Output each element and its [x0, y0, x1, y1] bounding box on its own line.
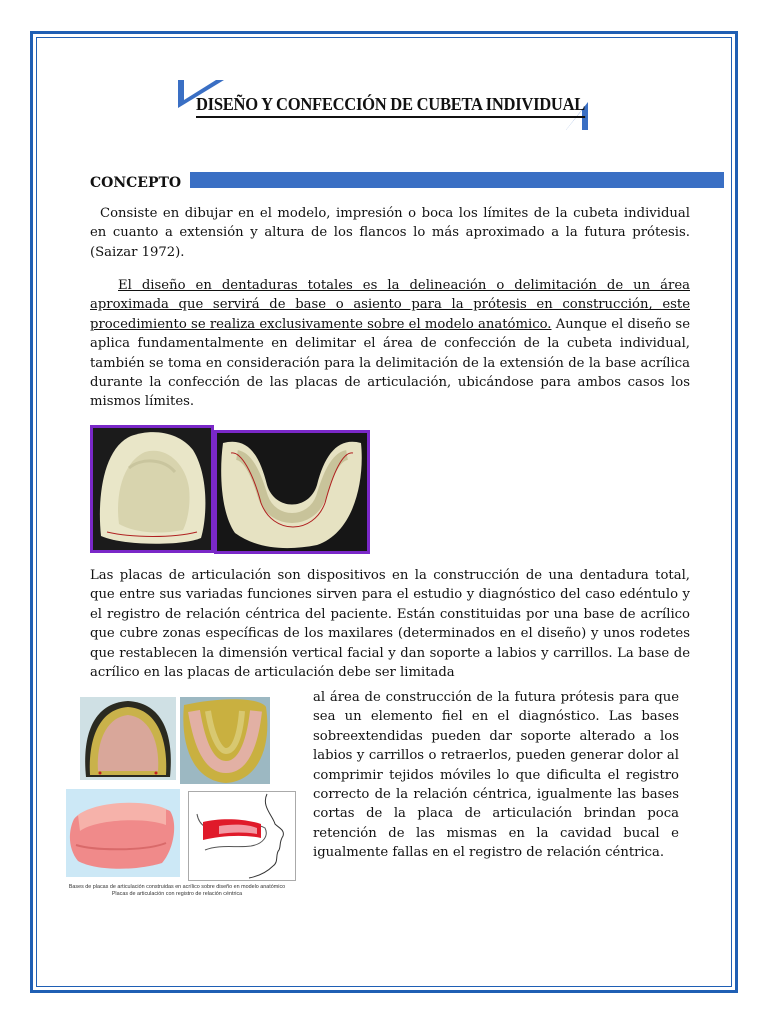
paragraph-articulation-plates: Las placas de articulación son dispositivos en la construcción de una dentadura total, que entre sus variadas funciones sirven para el estudio y diagnóstico del caso edéntulo y el registro de relación céntrica del paciente. Están constituidas por una base de acrílico que cubre zonas específicas de los maxilares (determinados en el diseño) y unos rodetes que restablecen la dimensión vertical facial y dan soporte a labios y carrillos. La base de acrílico en las placas de articulación debe ser limitada [90, 568, 690, 681]
paragraph-base-limits: al área de construcción de la futura prótesis para que sea un elemento fiel en el diagnóstico. Las bases sobreextendidas pueden dar soporte alterado a los labios y carrillos o retraerlos, pueden generar dolor al comprimir tejidos móviles lo que dificulta el registro correcto de la relación céntrica, igualmente las bases cortas de la placa de articulación brindan poca retención de las mismas en la cavidad bucal e igualmente fallas en el registro de relación céntrica. [313, 690, 679, 861]
page-title: DISEÑO Y CONFECCIÓN DE CUBETA INDIVIDUAL [196, 94, 585, 118]
section-heading-bar [190, 172, 724, 188]
centric-relation-diagram [188, 791, 296, 881]
paragraph-definition: Consiste en dibujar en el modelo, impresión o boca los límites de la cubeta individual en cuanto a extensión y altura de los flancos lo más aproximado a la futura prótesis. (Saizar 1972). [90, 206, 690, 260]
wax-rim-plate-photo [66, 789, 180, 877]
upper-model-photo [90, 425, 214, 553]
lower-base-plate-photo [180, 697, 270, 784]
title-banner [178, 80, 588, 130]
figure-caption-line-1: Bases de placas de articulación construidas en acrílico sobre diseño en modelo anatómico [68, 884, 286, 890]
figure-caption [52, 884, 302, 898]
figure-caption-line-2: Placas de articulación con registro de relación céntrica [111, 891, 243, 897]
paragraph-design [90, 276, 690, 412]
section-heading: CONCEPTO [90, 175, 182, 191]
upper-base-plate-photo [80, 697, 176, 780]
underlined-definition: El diseño en dentaduras totales es la delineación o delimitación de un área aproximada que servirá de base o asiento para la prótesis en construcción, este procedimiento se realiza exclusivamente sobre el modelo anatómico. [90, 278, 690, 332]
lower-model-photo [214, 430, 370, 554]
paragraph-design-rest: Aunque el diseño se aplica fundamentalmente en delimitar el área de confección de la cubeta individual, también se toma en consideración para la delimitación de la extensión de la base acrílica durante la confección de las placas de articulación, ubicándose para ambos casos los mismos límites. [90, 316, 690, 410]
